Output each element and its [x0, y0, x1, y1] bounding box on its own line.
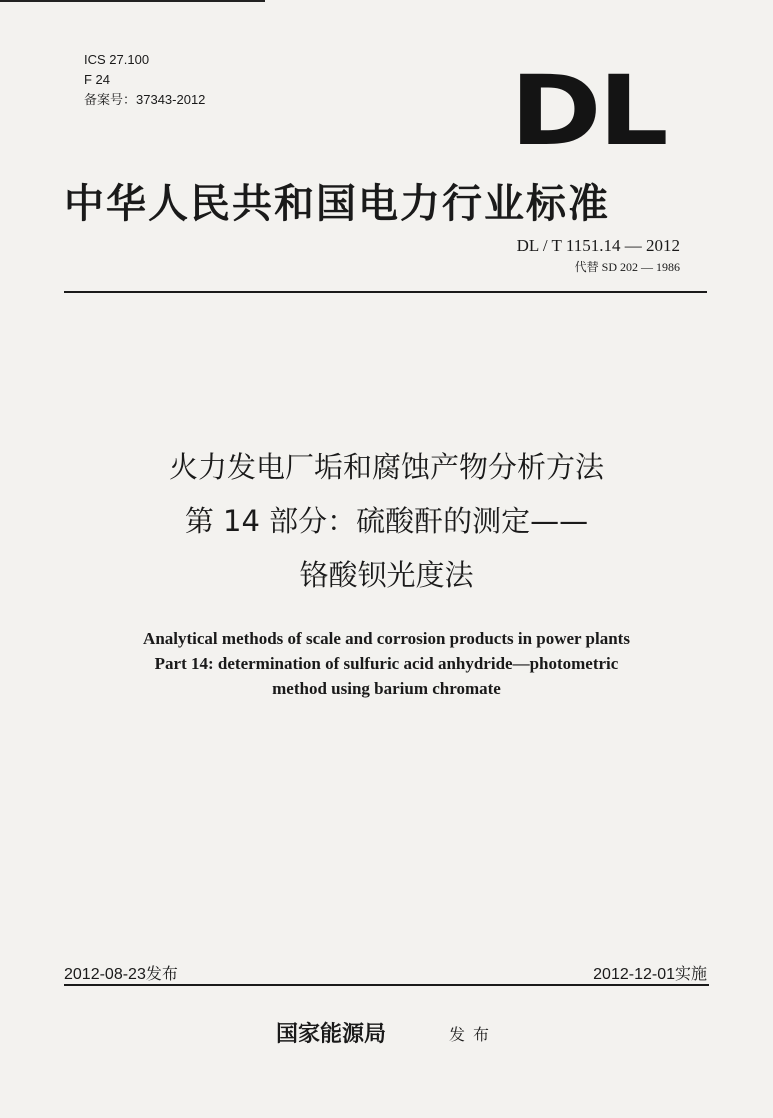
chinese-title-line-1: 火力发电厂垢和腐蚀产物分析方法: [168, 450, 604, 484]
publish-label: 发布: [449, 1025, 498, 1044]
ics-code: ICS 27.100: [84, 52, 150, 67]
record-number: 备案号：37343-2012: [84, 92, 206, 107]
chinese-title-line-3: 铬酸钡光度法: [299, 558, 474, 592]
implementation-date: 2012-12-01实施: [593, 966, 707, 983]
english-title: [0, 626, 773, 701]
dl-logo: DL: [510, 55, 666, 167]
classification-block: [84, 50, 205, 110]
top-edge-line: [0, 0, 265, 2]
english-title-line-3: method using barium chromate: [272, 679, 501, 698]
chinese-title: [0, 440, 773, 602]
replaces-standard: 代替 SD 202 — 1986: [574, 260, 680, 274]
standard-category-title: 中华人民共和国电力行业标准: [64, 180, 610, 227]
standard-number: DL / T 1151.14 — 2012: [516, 236, 680, 255]
classification-code: F 24: [84, 72, 111, 87]
english-title-line-1: Analytical methods of scale and corrosion products in power plants: [143, 629, 630, 648]
publisher-name: 国家能源局: [276, 1021, 387, 1047]
chinese-title-line-2: 第 14 部分：硫酸酐的测定——: [184, 504, 589, 538]
issue-date: 2012-08-23发布: [64, 966, 178, 983]
english-title-line-2: Part 14: determination of sulfuric acid anhydride—photometric: [154, 654, 619, 673]
footer-divider: [64, 984, 709, 986]
header-divider: [64, 291, 707, 293]
